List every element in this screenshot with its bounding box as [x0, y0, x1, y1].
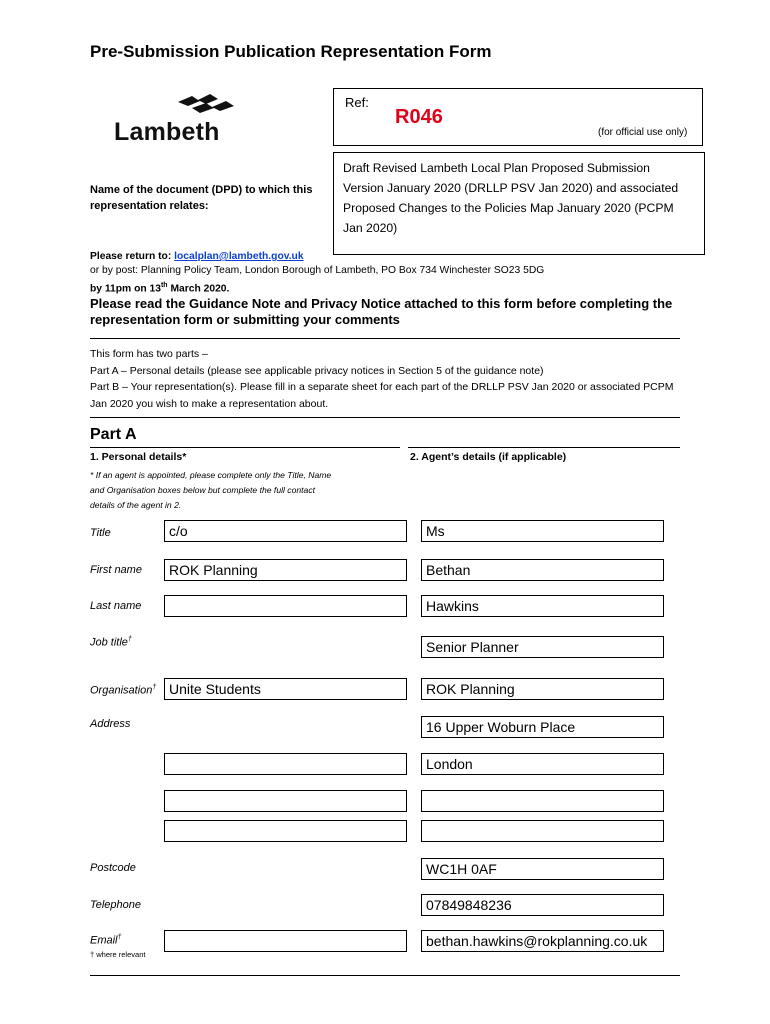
- personal-address-field[interactable]: [164, 753, 407, 775]
- parts-intro-line: Part A – Personal details (please see applicable privacy notices in Section 5 of the guidance note): [90, 364, 544, 377]
- personal-address-field[interactable]: [164, 820, 407, 842]
- last-name-label: Last name: [90, 600, 142, 612]
- footnote: † where relevant: [90, 950, 146, 959]
- email-label: Email†: [90, 934, 122, 947]
- return-email-link[interactable]: localplan@lambeth.gov.uk: [174, 251, 304, 262]
- personal-organisation-field[interactable]: Unite Students: [164, 678, 407, 700]
- parts-intro-line: This form has two parts –: [90, 348, 208, 360]
- ref-value: R046: [395, 106, 443, 128]
- parts-intro-line: Part B – Your representation(s). Please fill in a separate sheet for each part of the DRLLP PSV Jan 2020 or associated PCPM Jan 2020 you wish to make a representation about.: [90, 381, 674, 410]
- personal-address-field[interactable]: [164, 790, 407, 812]
- agent-first-name-field[interactable]: Bethan: [421, 559, 664, 581]
- parts-intro: [90, 346, 690, 412]
- divider: [408, 447, 680, 448]
- agent-title-field[interactable]: Ms: [421, 520, 664, 542]
- divider: [90, 447, 400, 448]
- document-name: Draft Revised Lambeth Local Plan Proposed Submission Version January 2020 (DRLLP PSV Jan 2020) and associated Proposed Changes to the Policies Map January 2020 (PCPM Jan 2020): [343, 161, 679, 235]
- agent-organisation-field[interactable]: ROK Planning: [421, 678, 664, 700]
- agent-email-field[interactable]: bethan.hawkins@rokplanning.co.uk: [421, 930, 664, 952]
- form-title: Pre-Submission Publication Representation Form: [90, 42, 492, 61]
- return-line: [90, 250, 304, 264]
- agent-address-field[interactable]: London: [421, 753, 664, 775]
- guidance-notice: Please read the Guidance Note and Privacy Notice attached to this form before completing the representation form or submitting your comments: [90, 296, 673, 327]
- divider: [90, 417, 680, 418]
- agent-note: * If an agent is appointed, please complete only the Title, Name and Organisation boxes below but complete the full contact details of the agent in 2.: [90, 470, 332, 510]
- telephone-label: Telephone: [90, 899, 141, 911]
- job-title-label: Job title†: [90, 636, 132, 649]
- agent-details-header: 2. Agent’s details (if applicable): [410, 451, 567, 463]
- ref-label: Ref:: [345, 95, 369, 110]
- first-name-label: First name: [90, 564, 142, 576]
- title-label: Title: [90, 527, 111, 539]
- return-post: or by post: Planning Policy Team, London Borough of Lambeth, PO Box 734 Winchester SO23 5DG: [90, 265, 545, 276]
- personal-last-name-field[interactable]: [164, 595, 407, 617]
- lambeth-logo-text: Lambeth: [114, 118, 220, 146]
- agent-telephone-field[interactable]: 07849848236: [421, 894, 664, 916]
- return-label: Please return to:: [90, 251, 172, 262]
- personal-title-field[interactable]: c/o: [164, 520, 407, 542]
- agent-address-field[interactable]: [421, 790, 664, 812]
- divider: [90, 338, 680, 339]
- agent-address-field[interactable]: 16 Upper Woburn Place: [421, 716, 664, 738]
- agent-postcode-field[interactable]: WC1H 0AF: [421, 858, 664, 880]
- postcode-label: Postcode: [90, 862, 136, 874]
- personal-first-name-field[interactable]: ROK Planning: [164, 559, 407, 581]
- agent-address-field[interactable]: [421, 820, 664, 842]
- personal-email-field[interactable]: [164, 930, 407, 952]
- address-label: Address: [90, 718, 131, 730]
- divider: [90, 975, 680, 976]
- agent-last-name-field[interactable]: Hawkins: [421, 595, 664, 617]
- personal-details-header: 1. Personal details*: [90, 451, 187, 463]
- ref-official-note: (for official use only): [598, 127, 688, 138]
- part-a-heading: Part A: [90, 426, 137, 443]
- agent-job-title-field[interactable]: Senior Planner: [421, 636, 664, 658]
- organisation-label: Organisation†: [90, 684, 157, 697]
- return-deadline: by 11pm on 13th March 2020.: [90, 282, 230, 295]
- document-label: Name of the document (DPD) to which this representation relates:: [90, 184, 313, 212]
